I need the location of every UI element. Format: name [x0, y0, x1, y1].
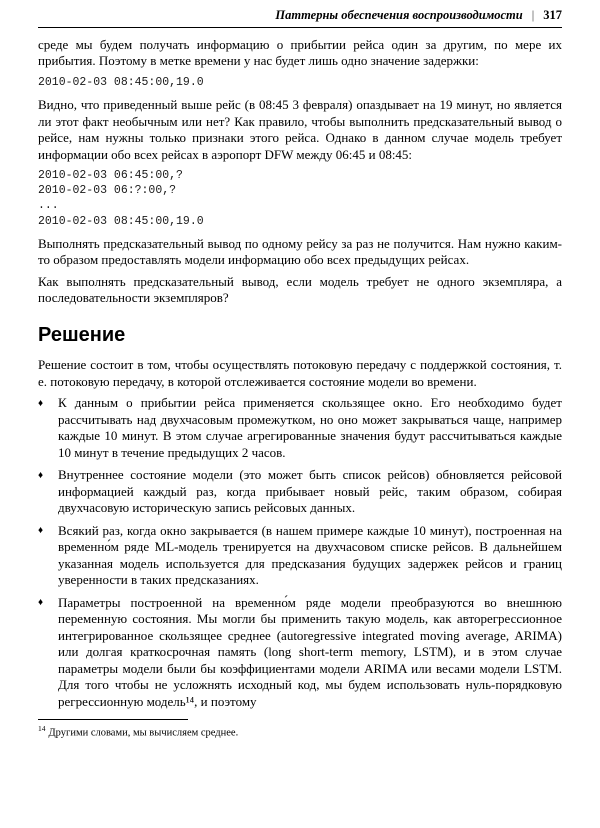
bullet-item	[38, 395, 562, 461]
code-block-flights	[38, 168, 562, 229]
page-header	[38, 8, 562, 27]
bullet-item	[38, 523, 562, 589]
diamond-bullet-icon: ♦	[38, 597, 44, 609]
paragraph-problem: Выполнять предсказательный вывод по одному рейсу за раз не получится. Нам нужно каким-то образом предоставлять модели информацию обо всех предыдущих рейсах.	[38, 235, 562, 268]
bullet-text: Внутреннее состояние модели (это может быть список рейсов) обновляется рейсовой информацией каждый раз, когда прибывает новый рейс, таким образом, собирая двухчасовую историческую запись рейсовых данных.	[58, 467, 562, 516]
paragraph-intro: среде мы будем получать информацию о прибытии рейса один за другим, по мере их прибытия. Поэтому в метке времени у нас будет лишь одно значение задержки:	[38, 36, 562, 69]
diamond-bullet-icon: ♦	[38, 397, 44, 409]
running-title: Паттерны обеспечения воспроизводимости	[275, 8, 523, 22]
bullet-item	[38, 467, 562, 517]
bullet-list	[38, 395, 562, 710]
diamond-bullet-icon: ♦	[38, 525, 44, 537]
code-snippet-single: 2010-02-03 08:45:00,19.0	[38, 75, 204, 89]
footnote-marker: 14	[38, 724, 46, 734]
footnote-text: Другими словами, мы вычисляем среднее.	[48, 727, 239, 739]
code-line: ...	[38, 199, 59, 213]
page-number: 317	[543, 8, 562, 22]
header-separator: |	[531, 8, 535, 22]
diamond-bullet-icon: ♦	[38, 469, 44, 481]
section-heading-solution: Решение	[38, 323, 126, 346]
code-line: 2010-02-03 06:45:00,?	[38, 169, 183, 183]
bullet-item	[38, 595, 562, 711]
header-rule	[38, 27, 562, 28]
paragraph-question: Как выполнять предсказательный вывод, если модель требует не одного экземпляра, а последовательности экземпляров?	[38, 273, 562, 306]
code-line: 2010-02-03 06:?:00,?	[38, 184, 177, 198]
bullet-text: Всякий раз, когда окно закрывается (в нашем примере каждые 10 минут), построенная на временно́м ряде ML-модель тренируется на двухчасовом списке рейсов. В дальнейшем указанная модель используется для предсказания будущих задержек рейсов и границ уверенности в таких предсказаниях.	[58, 522, 562, 588]
paragraph-flight-delay: Видно, что приведенный выше рейс (в 08:45 3 февраля) опаздывает на 19 минут, но является ли этот факт необычным или нет? Как правило, чтобы выполнить предсказательный вывод о рейсе, нам нужны только признаки этого рейса. Однако в данном случае модель требует информации обо всех рейсах в аэропорт DFW между 06:45 и 08:45:	[38, 97, 562, 162]
bullet-text: К данным о прибытии рейса применяется скользящее окно. Его необходимо будет рассчитывать над двухчасовым промежутком, но оно может закрываться чаще, например каждые 10 минут. В этом случае агрегированные значения будут рассчитываться каждые 10 минут в течение предыдущих 2 часов.	[58, 395, 562, 460]
footnote-rule	[38, 719, 188, 720]
paragraph-solution: Решение состоит в том, чтобы осуществлять потоковую передачу с поддержкой состояния, т. е. потоковую передачу, в которой отслеживается состояние модели во времени.	[38, 357, 562, 389]
code-line: 2010-02-03 08:45:00,19.0	[38, 214, 204, 228]
footnote	[38, 724, 562, 740]
bullet-text: Параметры построенной на временно́м ряде модели преобразуются во внешнюю переменную состояния. Мы могли бы применить такую модель, как авторегрессионное интегрированное скользящее среднее (autoregressive integrated moving average, ARIMA) или долгая краткосрочная память (long short-term memory, LSTM), и в этом случае параметры модели были бы коэффициентами модели ARIMA или весами модели LSTM. Для того чтобы не усложнять исходный код, мы будем использовать нуль-порядковую регрессионную модель¹⁴, и поэтому	[58, 594, 562, 709]
